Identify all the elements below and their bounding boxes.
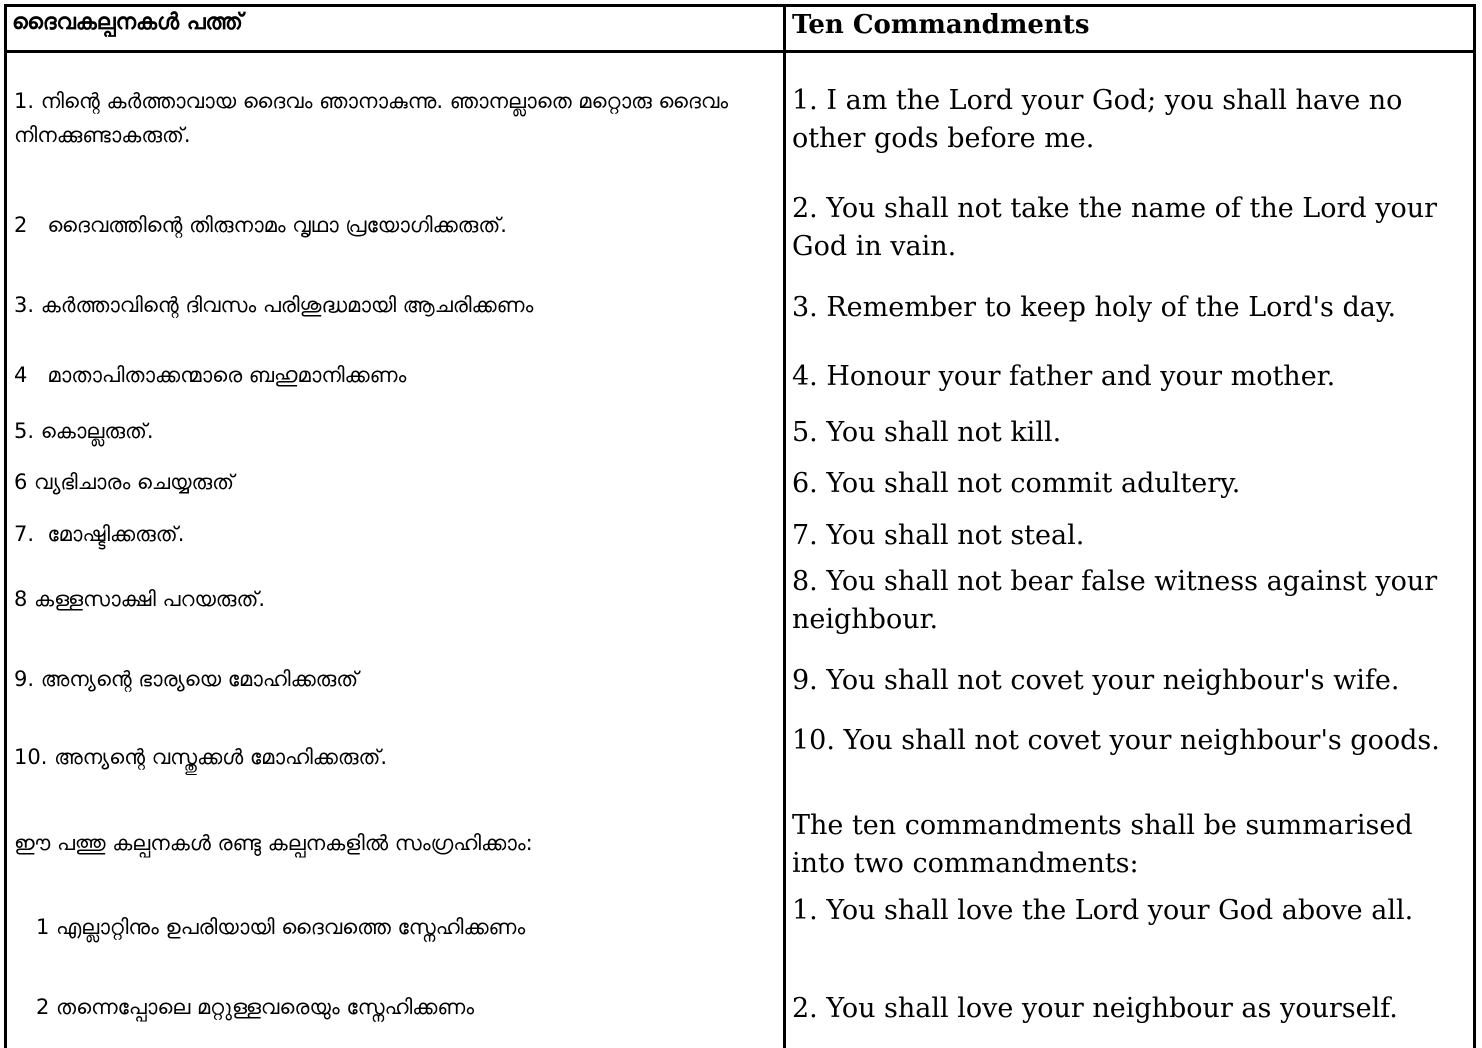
en-commandment-7: 7. You shall not steal.	[792, 520, 1085, 551]
ml-commandment-1: 1. നിന്റെ കർത്താവായ ദൈവം ഞാനാകുന്നു. ഞാനല്ലാതെ മറ്റൊരു ദൈവം നിനക്കുണ്ടാകരുത്.	[14, 89, 735, 147]
en-commandment-1: 1. I am the Lord your God; you shall have no other gods before me.	[792, 85, 1403, 154]
en-summary-1: 1. You shall love the Lord your God above all.	[792, 895, 1414, 926]
table-left-border	[4, 4, 7, 1048]
ml-commandment-9: 9. അന്യന്റെ ഭാര്യയെ മോഹിക്കരുത്	[14, 667, 359, 691]
en-commandment-2: 2. You shall not take the name of the Lord your God in vain.	[792, 193, 1438, 262]
ml-summary-1: 1 എല്ലാറ്റിനും ഉപരിയായി ദൈവത്തെ സ്നേഹിക്കണം	[36, 915, 526, 939]
en-commandment-6: 6. You shall not commit adultery.	[792, 468, 1241, 499]
en-commandment-3: 3. Remember to keep holy of the Lord's day.	[792, 292, 1397, 323]
ml-commandment-4: 4 മാതാപിതാക്കന്മാരെ ബഹുമാനിക്കണം	[14, 363, 407, 387]
en-summary-intro: The ten commandments shall be summarised into two commandments:	[792, 810, 1413, 879]
table-top-border	[4, 4, 1476, 7]
ml-commandment-2: 2 ദൈവത്തിന്റെ തിരുനാമം വൃഥാ പ്രയോഗിക്കരുത്.	[14, 213, 507, 237]
ml-commandment-8: 8 കള്ളസാക്ഷി പറയരുത്.	[14, 587, 266, 611]
table-right-border	[1473, 4, 1476, 1048]
en-summary-2: 2. You shall love your neighbour as yourself.	[792, 993, 1398, 1024]
ml-summary-2: 2 തന്നെപ്പോലെ മറ്റുള്ളവരെയും സ്നേഹിക്കണം	[36, 995, 475, 1019]
ml-commandment-3: 3. കർത്താവിന്റെ ദിവസം പരിശുദ്ധമായി ആചരിക്കണം	[14, 293, 534, 317]
en-commandment-4: 4. Honour your father and your mother.	[792, 361, 1336, 392]
header-english: Ten Commandments	[792, 10, 1090, 40]
ml-commandment-10: 10. അന്യന്റെ വസ്തുക്കൾ മോഹിക്കരുത്.	[14, 745, 388, 769]
ml-summary-intro: ഈ പത്തു കല്പനകൾ രണ്ടു കല്പനകളിൽ സംഗ്രഹിക്കാം:	[14, 831, 533, 855]
ml-commandment-6: 6 വ്യഭിചാരം ചെയ്യരുത്	[14, 470, 235, 494]
ml-commandment-5: 5. കൊല്ലരുത്.	[14, 419, 154, 443]
en-commandment-10: 10. You shall not covet your neighbour's goods.	[792, 725, 1440, 756]
en-commandment-9: 9. You shall not covet your neighbour's wife.	[792, 665, 1400, 696]
en-commandment-8: 8. You shall not bear false witness against your neighbour.	[792, 566, 1438, 635]
en-commandment-5: 5. You shall not kill.	[792, 417, 1062, 448]
header-divider	[4, 50, 1476, 53]
column-divider	[783, 4, 786, 1048]
header-malayalam: ദൈവകല്പനകൾ പത്ത്	[12, 10, 243, 35]
ml-commandment-7: 7. മോഷ്ടിക്കരുത്.	[14, 522, 185, 546]
